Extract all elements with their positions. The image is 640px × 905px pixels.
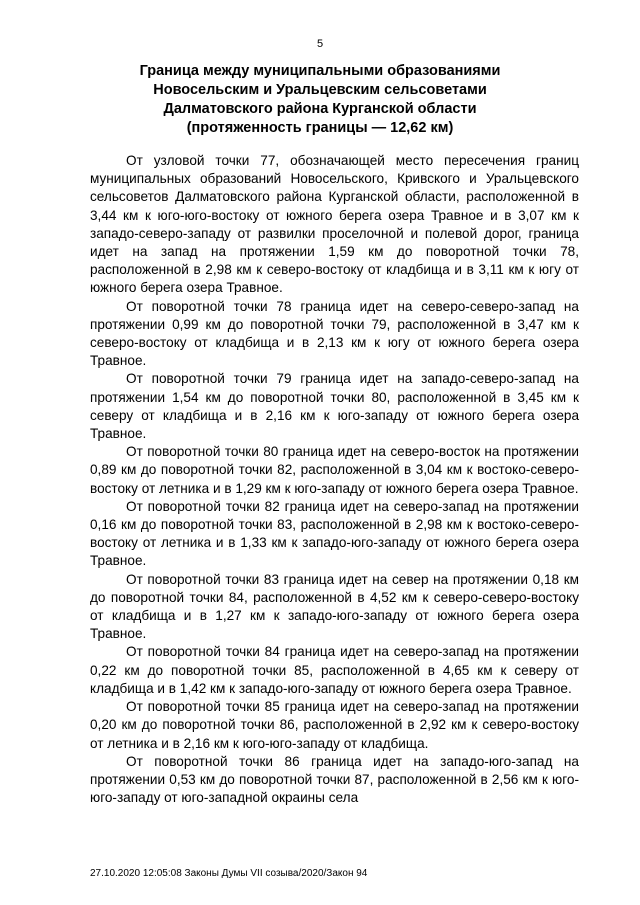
title-line: Далматовского района Курганской области [163, 101, 477, 117]
title-line: Новосельским и Уральцевским сельсоветами [153, 82, 487, 98]
title-line: (протяженность границы — 12,62 км) [186, 120, 454, 136]
paragraph: От поворотной точки 79 граница идет на западо-северо-запад на протяжении 1,54 км до поворотной точки 80, расположенной в 3,45 км к северу от кладбища и в 2,16 км к юго-западу от южного берега озера Травное. [90, 371, 579, 442]
paragraph: От узловой точки 77, обозначающей место пересечения границ муниципальных образований Новосельского, Кривского и Уральцевского сельсоветов Далматовского района Курганской области, расположенной в 3,44 км к юго-юго-востоку от южного берега озера Травное и в 3,07 км к западо-северо-западу от развилки проселочной и полевой дорог, граница идет на запад на протяжении 1,59 км до поворотной точки 78, расположенной в 2,98 км к северо-востоку от кладбища и в 3,11 км к югу от южного берега озера Травное. [90, 153, 579, 296]
paragraph: От поворотной точки 84 граница идет на северо-запад на протяжении 0,22 км до поворотной точки 85, расположенной в 4,65 км к северу от кладбища и в 1,42 км к западо-юго-западу от южного берега озера Травное. [90, 644, 579, 696]
paragraph: От поворотной точки 80 граница идет на северо-восток на протяжении 0,89 км до поворотной точки 82, расположенной в 3,04 км к востоко-северо-востоку от летника и в 1,29 км к юго-западу от южного берега озера Травное. [90, 444, 579, 496]
paragraph: От поворотной точки 86 граница идет на западо-юго-запад на протяжении 0,53 км до поворотной точки 87, расположенной в 2,56 км к юго-юго-западу от юго-западной окраины села [90, 753, 579, 806]
page-number: 5 [316, 38, 324, 50]
title-line: Граница между муниципальными образованиями [139, 63, 501, 79]
paragraph: От поворотной точки 83 граница идет на север на протяжении 0,18 км до поворотной точки 84, расположенной в 4,52 км к северо-северо-востоку от кладбища и в 1,27 км к западо-юго-западу от южного берега озера Травное. [90, 571, 579, 642]
document-body [90, 152, 579, 807]
document-footer: 27.10.2020 12:05:08 Законы Думы VII созыва/2020/Закон 94 [90, 868, 368, 879]
paragraph: От поворотной точки 85 граница идет на северо-запад на протяжении 0,20 км до поворотной точки 86, расположенной в 2,92 км к северо-востоку от летника и в 2,16 км к юго-юго-западу от кладбища. [90, 699, 579, 751]
paragraph: От поворотной точки 82 граница идет на северо-запад на протяжении 0,16 км до поворотной точки 83, расположенной в 2,98 км к востоко-северо-востоку от летника и в 1,33 км к западо-юго-западу от южного берега озера Травное. [90, 498, 579, 569]
document-title [40, 62, 600, 138]
paragraph: От поворотной точки 78 граница идет на северо-северо-запад на протяжении 0,99 км до поворотной точки 79, расположенной в 3,47 км к северо-востоку от кладбища и в 2,13 км к югу от южного берега озера Травное. [90, 298, 579, 369]
